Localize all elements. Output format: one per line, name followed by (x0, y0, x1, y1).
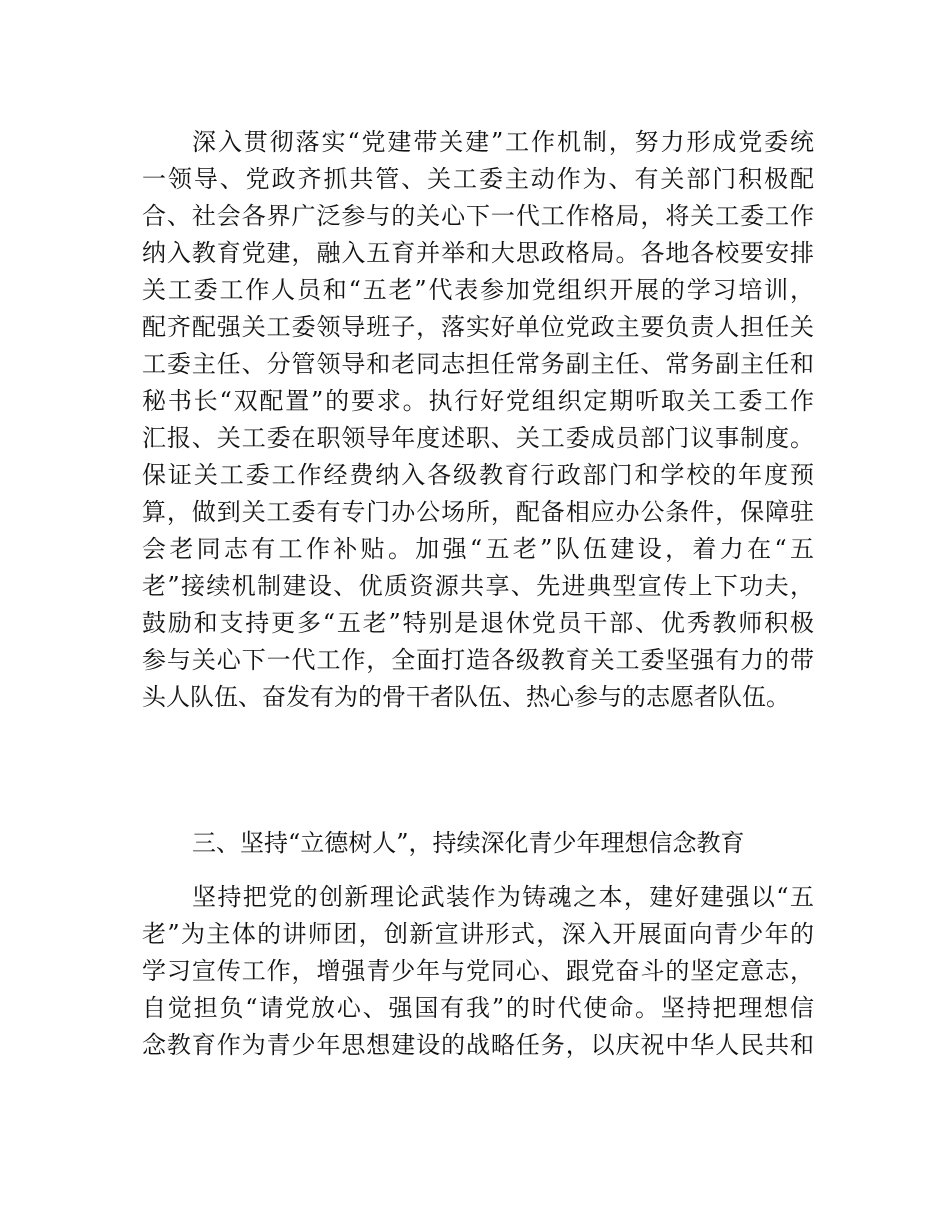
paragraph-line: 鼓励和支持更多“五老”特别是退休党员干部、优秀教师积极 (142, 609, 814, 637)
section-heading-text: 三、坚持“立德树人”，持续深化青少年理想信念教育 (192, 829, 745, 857)
paragraph-line: 算，做到关工委有专门办公场所，配备相应办公条件，保障驻 (142, 498, 814, 526)
paragraph-line: 坚持把党的创新理论武装作为铸魂之本，建好建强以“五 (192, 883, 814, 911)
paragraph-line: 会老同志有工作补贴。加强“五老”队伍建设，着力在“五 (142, 535, 814, 563)
paragraph-line: 关工委工作人员和“五老”代表参加党组织开展的学习培训， (142, 276, 814, 304)
paragraph-line: 参与关心下一代工作，全面打造各级教育关工委坚强有力的带 (142, 646, 814, 674)
paragraph-line: 保证关工委工作经费纳入各级教育行政部门和学校的年度预 (142, 461, 814, 489)
body-paragraph-2 (142, 879, 814, 1064)
paragraph-line: 一领导、党政齐抓共管、关工委主动作为、有关部门积极配 (142, 165, 814, 193)
body-paragraph-1 (142, 124, 814, 716)
paragraph-line: 学习宣传工作，增强青少年与党同心、跟党奋斗的坚定意志， (142, 957, 814, 985)
paragraph-line: 念教育作为青少年思想建设的战略任务，以庆祝中华人民共和 (142, 1031, 814, 1059)
paragraph-line: 配齐配强关工委领导班子，落实好单位党政主要负责人担任关 (142, 313, 814, 341)
paragraph-line: 老”为主体的讲师团，创新宣讲形式，深入开展面向青少年的 (142, 920, 814, 948)
paragraph-line: 深入贯彻落实“党建带关建”工作机制，努力形成党委统 (192, 128, 814, 156)
paragraph-line: 老”接续机制建设、优质资源共享、先进典型宣传上下功夫， (142, 572, 814, 600)
paragraph-line: 合、社会各界广泛参与的关心下一代工作格局，将关工委工作 (142, 202, 814, 230)
paragraph-line: 自觉担负“请党放心、强国有我”的时代使命。坚持把理想信 (142, 994, 814, 1022)
section-heading (142, 825, 814, 862)
paragraph-line: 工委主任、分管领导和老同志担任常务副主任、常务副主任和 (142, 350, 814, 378)
paragraph-line: 纳入教育党建，融入五育并举和大思政格局。各地各校要安排 (142, 239, 814, 267)
paragraph-line: 汇报、关工委在职领导年度述职、关工委成员部门议事制度。 (142, 424, 814, 452)
paragraph-line: 秘书长“双配置”的要求。执行好党组织定期听取关工委工作 (142, 387, 814, 415)
paragraph-line: 头人队伍、奋发有为的骨干者队伍、热心参与的志愿者队伍。 (142, 683, 790, 711)
